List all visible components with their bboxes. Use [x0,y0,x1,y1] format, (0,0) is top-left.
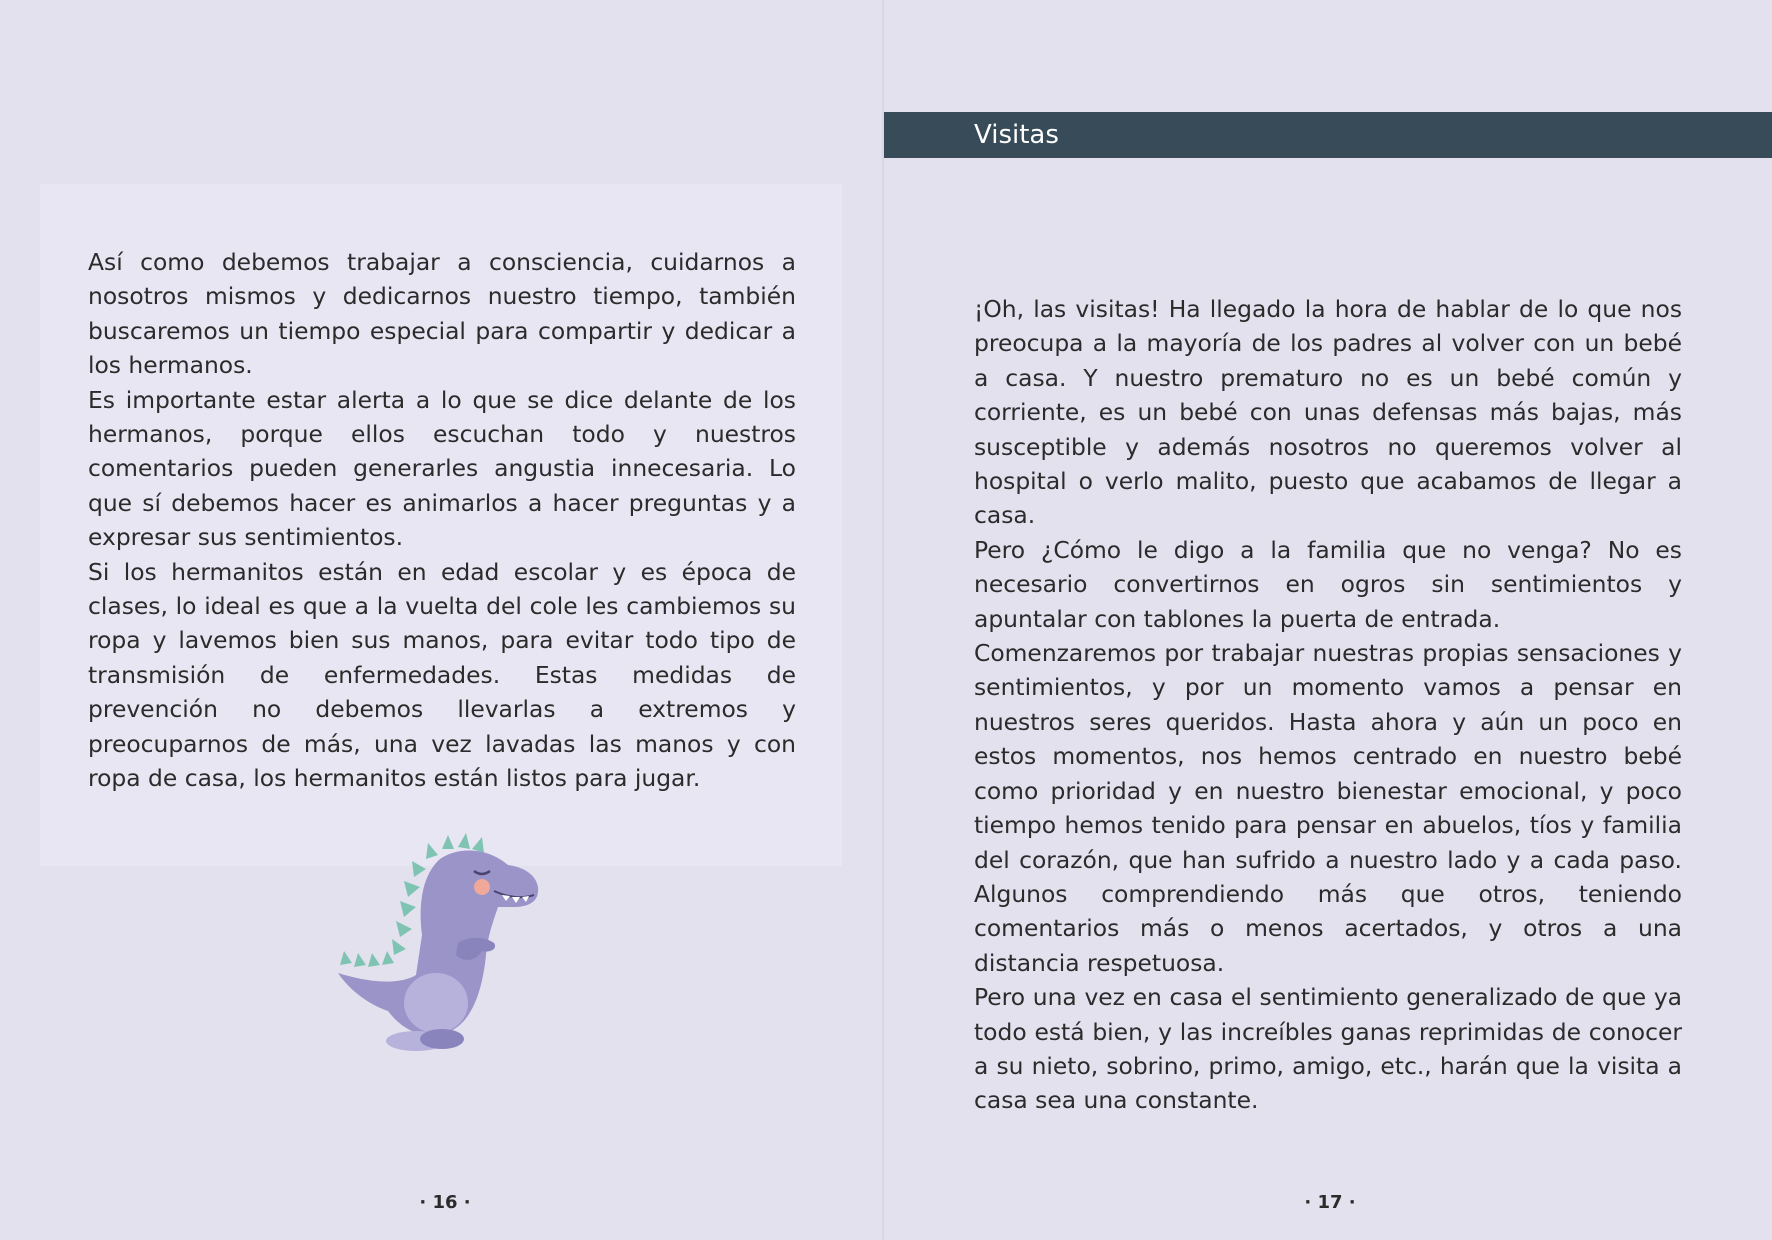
paragraph: Así como debemos trabajar a consciencia, cuidarnos a nosotros mismos y dedicarnos nuestro tiempo, también buscaremos un tiempo especial para compartir y dedicar a los hermanos. [88,248,796,380]
section-title: Visitas [974,120,1059,150]
left-page [0,0,882,1240]
dinosaur-icon [330,815,560,1060]
paragraph: ¡Oh, las visitas! Ha llegado la hora de hablar de lo que nos preocupa a la mayoría de los padres al volver con un bebé a casa. Y nuestro prematuro no es un bebé común y corriente, es un bebé con unas defensas más bajas, más susceptible y además nosotros no queremos volver al hospital o verlo malito, puesto que acabamos de llegar a casa. [974,295,1682,530]
paragraph: Es importante estar alerta a lo que se dice delante de los hermanos, porque ellos escuchan todo y nuestros comentarios pueden generarles angustia innecesaria. Lo que sí debemos hacer es animarlos a hacer preguntas y a expresar sus sentimientos. [88,385,796,552]
right-body-text [974,292,1682,1118]
right-page [884,0,1772,1240]
page-number: · 17 · [1304,1192,1356,1213]
paragraph: Pero ¿Cómo le digo a la familia que no venga? No es necesario convertirnos en ogros sin sentimientos y apuntalar con tablones la puerta de entrada. [974,535,1682,633]
page-number: · 16 · [419,1192,471,1213]
paragraph: Si los hermanitos están en edad escolar y es época de clases, lo ideal es que a la vuelta del cole les cambiemos su ropa y lavemos bien sus manos, para evitar todo tipo de transmisión de enfermedades. Estas medidas de prevención no debemos llevarlas a extremos y preocuparnos de más, una vez lavadas las manos y con ropa de casa, los hermanitos están listos para jugar. [88,557,796,793]
section-header-bar [884,112,1772,158]
paragraph: Pero una vez en casa el sentimiento generalizado de que ya todo está bien, y las increíbles ganas reprimidas de conocer a su nieto, sobrino, primo, amigo, etc., harán que la visita a casa sea una constante. [974,983,1682,1115]
left-body-text [88,245,796,796]
paragraph: Comenzaremos por trabajar nuestras propias sensaciones y sentimientos, y por un momento vamos a pensar en nuestros seres queridos. Hasta ahora y aún un poco en estos momentos, nos hemos centrado en nuestro bebé como prioridad y en nuestro bienestar emocional, y poco tiempo hemos tenido para pensar en abuelos, tíos y familia del corazón, que han sufrido a nuestro lado y a cada paso. Algunos comprendiendo más que otros, teniendo comentarios más o menos acertados, y otros a una distancia respetuosa. [974,639,1682,977]
